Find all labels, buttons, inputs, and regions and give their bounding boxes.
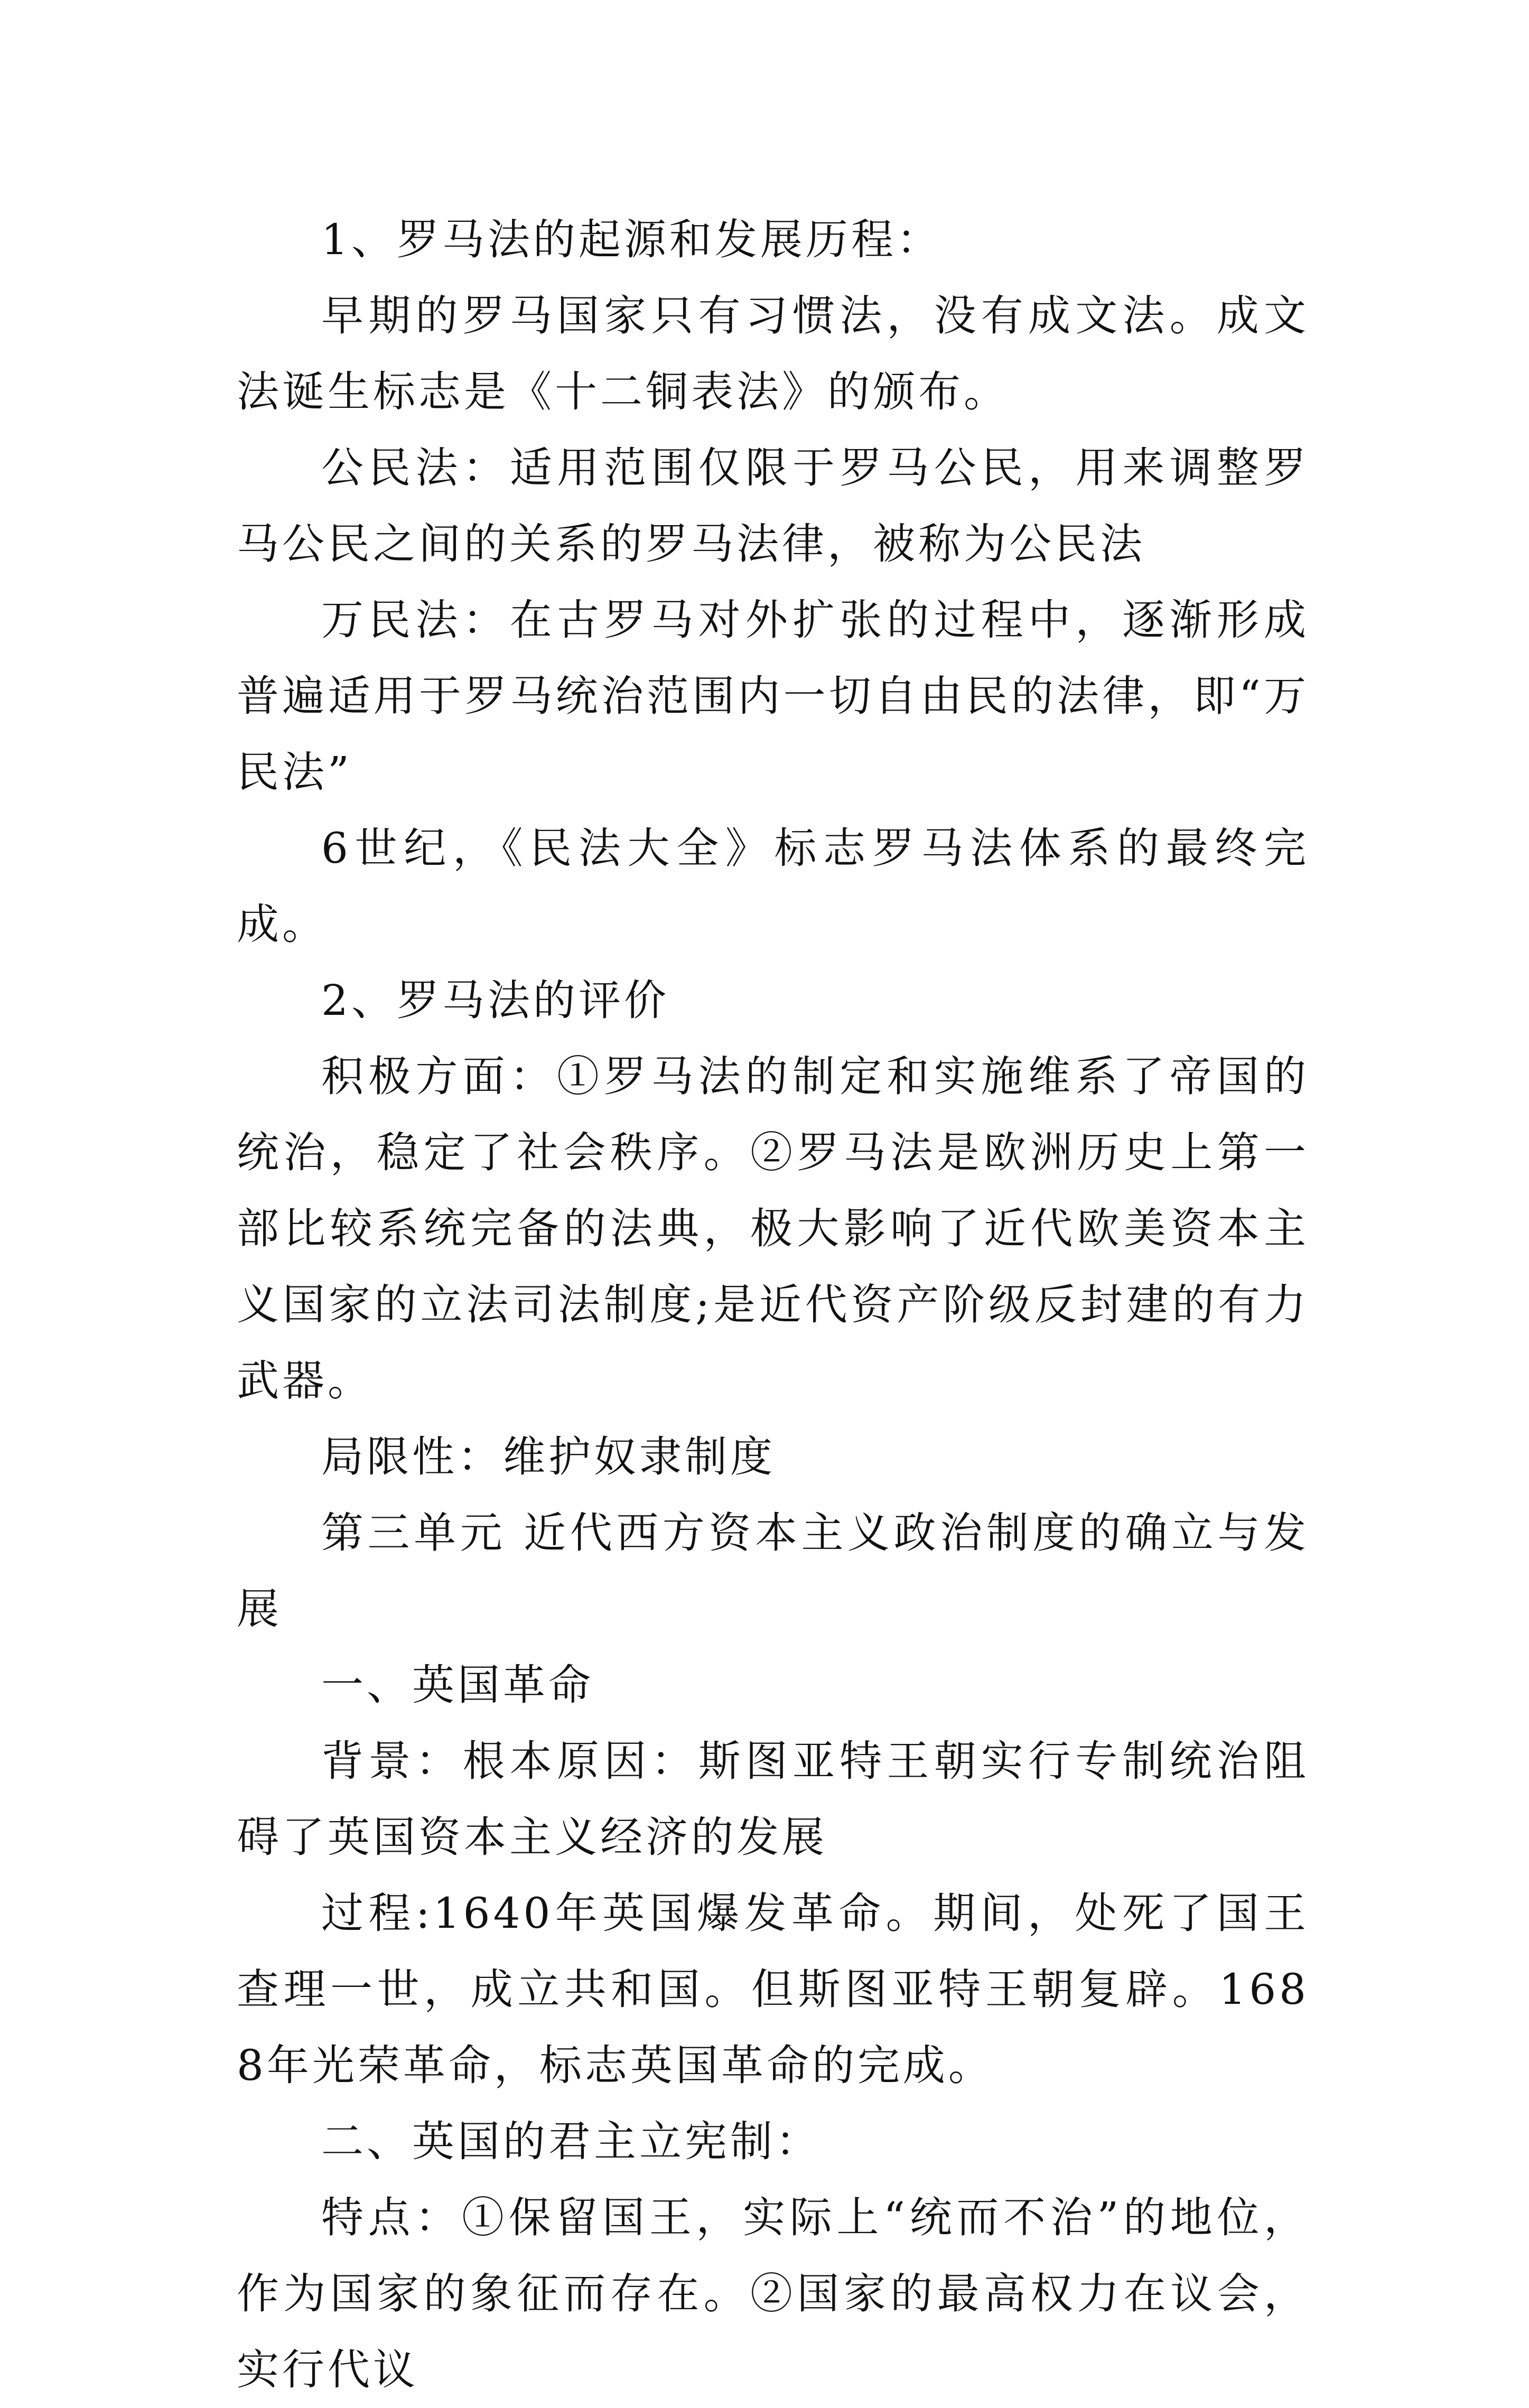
paragraph-corpus-juris-civilis: 6世纪，《民法大全》标志罗马法体系的最终完成。	[237, 824, 1309, 949]
paragraph-civil-law: 公民法：适用范围仅限于罗马公民，用来调整罗马公民之间的关系的罗马法律，被称为公民法	[237, 443, 1309, 568]
paragraph-english-revolution-heading: 一、英国革命	[321, 1660, 594, 1710]
paragraph-positive-aspects: 积极方面：①罗马法的制定和实施维系了帝国的统治，稳定了社会秩序。②罗马法是欧洲历史上第一部比较系统完备的法典，极大影响了近代欧美资本主义国家的立法司法制度;是近代资产阶级反封建的有力武器。	[237, 1052, 1309, 1405]
paragraph-characteristics: 特点：①保留国王，实际上“统而不治”的地位，作为国家的象征而存在。②国家的最高权力在议会，实行代议	[237, 2193, 1309, 2394]
paragraph-constitutional-monarchy-heading: 二、英国的君主立宪制：	[321, 2117, 821, 2166]
paragraph-law-of-nations: 万民法：在古罗马对外扩张的过程中，逐渐形成普遍适用于罗马统治范围内一切自由民的法律，即“万民法”	[237, 595, 1309, 797]
document-body	[237, 202, 1309, 2408]
paragraph-roman-law-evaluation-heading: 2、罗马法的评价	[321, 976, 669, 1025]
paragraph-twelve-tables: 早期的罗马国家只有习惯法，没有成文法。成文法诞生标志是《十二铜表法》的颁布。	[237, 291, 1309, 416]
paragraph-roman-law-origin-heading: 1、罗马法的起源和发展历程：	[321, 215, 942, 264]
paragraph-unit-three-heading: 第三单元 近代西方资本主义政治制度的确立与发展	[237, 1508, 1309, 1634]
paragraph-process: 过程:1640年英国爆发革命。期间，处死了国王查理一世，成立共和国。但斯图亚特王朝复辟。1688年光荣革命，标志英国革命的完成。	[237, 1889, 1309, 2090]
paragraph-background: 背景：根本原因：斯图亚特王朝实行专制统治阻碍了英国资本主义经济的发展	[237, 1737, 1309, 1862]
paragraph-limitations: 局限性：维护奴隶制度	[321, 1432, 776, 1481]
